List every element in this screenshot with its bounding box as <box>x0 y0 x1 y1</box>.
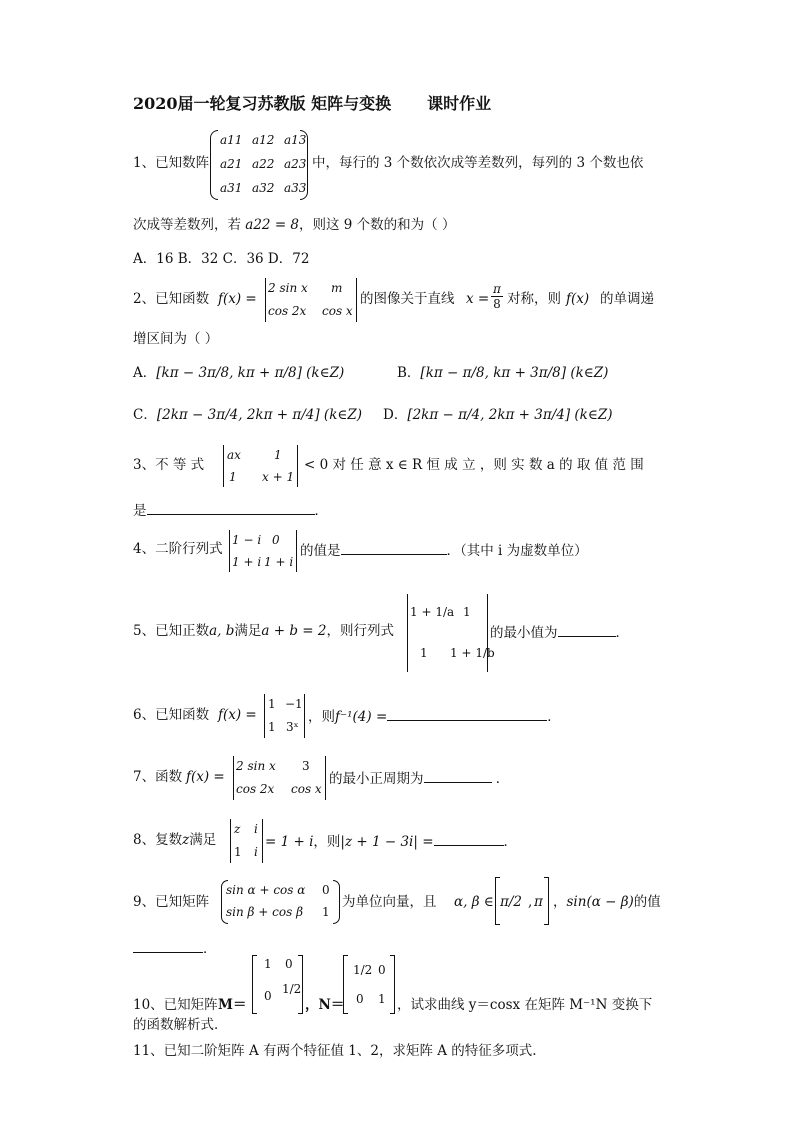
q10-N: ，N＝ <box>305 997 345 1013</box>
q2-option-c <box>133 406 362 424</box>
q8-line <box>133 831 216 849</box>
q2-det-cell: cos 2x <box>268 304 307 318</box>
q2-mid: 的图像关于直线 <box>360 291 455 307</box>
q3-det-cell: 1 <box>274 448 282 462</box>
q9-mid2: ， <box>553 894 567 910</box>
q8-det-right-bar <box>262 819 263 863</box>
q7-det-cell: cos 2x <box>236 782 275 796</box>
q5-mid: 满足 <box>234 623 262 639</box>
q2-det-cell: cos x <box>322 304 353 318</box>
q6-det-left-bar <box>264 694 265 738</box>
q8-mid2: ，则 <box>313 834 341 850</box>
q4-mid-wrap <box>300 540 588 560</box>
q8-mid: 满足 <box>189 832 217 848</box>
q9-line2: ． <box>133 938 217 958</box>
q10-suffix: ，试求曲线 y＝cosx 在矩阵 M⁻¹N 变换下 <box>397 997 653 1013</box>
q1-line2 <box>133 216 455 234</box>
q5-det-right-bar <box>487 594 488 672</box>
q10-M-cell: 0 <box>264 989 272 1003</box>
q8-prefix: 8、复数 <box>133 832 183 848</box>
q6-fx: f(x) = <box>218 707 257 723</box>
q4-det-cell: 1 − i <box>232 533 262 547</box>
q2-fx2: f(x) <box>566 291 590 307</box>
q8-det-cell: i <box>254 845 258 859</box>
q1-cell: a13 <box>284 133 307 147</box>
q1-cell: a22 <box>252 157 275 171</box>
q4-det-left-bar <box>229 530 230 572</box>
q5-det-left-bar <box>407 594 408 672</box>
q5-det-cell: 1 <box>420 646 428 660</box>
q2-prefix: 2、已知函数 <box>133 291 210 307</box>
q6-answer-blank[interactable] <box>387 706 547 721</box>
q3-det-cell: ax <box>227 448 241 462</box>
q2-line: x = <box>466 291 490 307</box>
q8-rest: = 1 + i，则|z + 1 − 3i| = ． <box>265 831 517 851</box>
q2-option-b-text: [kπ − π/8, kπ + 3π/8] (k∈Z) <box>420 365 609 381</box>
q9-interval-right-bracket <box>544 877 549 925</box>
q1-cell: a23 <box>284 157 307 171</box>
q2-option-d <box>383 406 613 424</box>
q5-mid2: ，则行列式 <box>326 623 394 639</box>
q9-answer-blank[interactable] <box>133 938 203 953</box>
q3-answer-blank[interactable] <box>147 500 315 515</box>
q4-det-right-bar <box>296 530 297 572</box>
q2-option-b <box>397 364 608 382</box>
q8-det-cell: z <box>234 822 241 836</box>
q10-N-cell: 1 <box>378 992 386 1006</box>
q6-mid: ，则 <box>308 709 335 725</box>
q5-answer-blank[interactable] <box>558 622 616 637</box>
q9-right-paren <box>333 880 340 924</box>
q2-det-cell: 2 sin x <box>268 281 308 295</box>
q4-det-cell: 0 <box>272 533 280 547</box>
q8-det-cell: i <box>254 822 258 836</box>
q4-answer-blank[interactable] <box>341 540 447 555</box>
q2-fx: f(x) = <box>218 291 257 307</box>
q2-option-c-label: C． <box>133 407 157 423</box>
q6-rest: ，则f⁻¹(4) = ． <box>308 706 561 726</box>
q9-interval-b: π <box>534 894 543 910</box>
q9-cond: α, β ∈ <box>454 894 494 910</box>
q6-det-cell: 1 <box>268 720 276 734</box>
q8-eq: = 1 + i <box>265 834 314 850</box>
q2-suffix2: 的单调递 <box>600 291 654 307</box>
q5-vars: a, b <box>209 623 235 639</box>
q10-M-cell: 0 <box>285 957 293 971</box>
q7-fx: f(x) = <box>186 769 225 785</box>
q1-cell: a21 <box>220 157 243 171</box>
q4-det-cell: 1 + i <box>232 555 262 569</box>
title-sub: 课时作业 <box>427 94 492 113</box>
q7-det-cell: cos x <box>291 782 322 796</box>
q7-det-left-bar <box>233 756 234 800</box>
q10-prefix: 10、已知矩阵 <box>133 997 218 1013</box>
q7-det-cell: 2 sin x <box>236 759 276 773</box>
q9-interval-a: π/2 <box>500 894 523 910</box>
q1-cell: a12 <box>252 133 275 147</box>
q9-rest <box>553 893 661 911</box>
q10-N-cell: 1/2 <box>353 963 373 977</box>
q8-det-cell: 1 <box>234 845 242 859</box>
q3-prefix: 3、不 等 式 <box>133 457 205 473</box>
q1-suffix: 中，每行的 3 个数依次成等差数列，每列的 3 个数也依 <box>312 155 644 171</box>
q3-suffix: < 0 对 任 意 x ∈ R 恒 成 立 ，则 实 数 a 的 取 值 范 围 <box>304 457 644 473</box>
q5-suffix: 的最小值为 <box>490 625 558 641</box>
q5-line <box>133 622 394 640</box>
q1-line2-a: 次成等差数列，若 <box>133 217 241 233</box>
q3-line2: 是 ． <box>133 500 328 520</box>
q4-prefix: 4、二阶行列式 <box>133 541 223 557</box>
q5-det-cell: 1 + 1/b <box>450 646 495 660</box>
q1-options: A．16 B．32 C．36 D．72 <box>133 251 310 267</box>
q3-det-right-bar <box>297 445 298 487</box>
q2-det-right-bar <box>356 278 357 322</box>
q1-line2-b: ，则这 9 个数的和为（ ） <box>299 217 456 233</box>
q7-det-right-bar <box>325 756 326 800</box>
q5-det-cell: 1 + 1/a <box>410 605 455 619</box>
q9-expr: sin(α − β) <box>566 894 634 910</box>
title-main: 2020届一轮复习苏教版 矩阵与变换 <box>133 94 392 113</box>
q6-prefix: 6、已知函数 <box>133 707 210 723</box>
q10-N-left-bracket <box>343 955 348 1014</box>
q1-cell: a31 <box>220 181 243 195</box>
q8-var: z <box>182 832 190 848</box>
q4-mid: 的值是 <box>300 543 341 559</box>
q9-prefix: 9、已知矩阵 <box>133 894 210 910</box>
q7-rest: 的最小正周期为 ． <box>329 768 509 788</box>
q9-suffix: 的值 <box>633 894 661 910</box>
q2-option-b-label: B． <box>397 365 421 381</box>
q6-det-cell: −1 <box>285 697 303 711</box>
q3-det-left-bar <box>223 445 224 487</box>
q10-line2: 的函数解析式． <box>133 1017 228 1033</box>
q1-cell: a32 <box>252 181 275 195</box>
q8-expr: |z + 1 − 3i| = <box>340 834 434 850</box>
q9-interval-comma: , <box>528 894 533 910</box>
q4-det-cell: 1 + i <box>264 555 294 569</box>
q2-option-a-label: A． <box>133 365 157 381</box>
q2-det-cell: m <box>331 281 343 295</box>
q10-N-right-bracket <box>390 955 395 1014</box>
q2-option-a <box>133 364 344 382</box>
q5-cond: a + b = 2 <box>261 623 327 639</box>
q10-N-cell: 0 <box>356 992 364 1006</box>
q2-suffix: 对称，则 <box>507 291 561 307</box>
q10-M-left-bracket <box>252 955 257 1014</box>
q7-answer-blank[interactable] <box>424 768 492 783</box>
q2-frac <box>491 282 503 311</box>
q9-mid: 为单位向量，且 <box>342 894 437 910</box>
q2-line2: 增区间为（ ） <box>133 331 219 347</box>
q4-suffix: ．（其中 i 为虚数单位） <box>446 543 588 559</box>
q9-cell: 0 <box>322 883 330 897</box>
q1-left-paren <box>210 130 218 200</box>
q6-det-cell: 1 <box>268 697 276 711</box>
q1-cell: a11 <box>220 133 243 147</box>
q7-prefix: 7、函数 <box>133 769 183 785</box>
q6-det-cell: 3ˣ <box>286 720 299 734</box>
q5-prefix: 5、已知正数 <box>133 623 210 639</box>
q1-cell: a33 <box>284 181 307 195</box>
q9-cell: sin α + cos α <box>226 883 306 897</box>
q1-prefix: 1、已知数阵 <box>133 155 210 171</box>
q5-suffix-wrap: 的最小值为 ． <box>490 622 629 642</box>
page-title <box>133 91 491 114</box>
q2-det-left-bar <box>265 278 266 322</box>
q2-option-a-text: [kπ − 3π/8, kπ + π/8] (k∈Z) <box>156 365 345 381</box>
q3-line2-text: 是 <box>133 503 147 519</box>
q11-text: 11、已知二阶矩阵 A 有两个特征值 1、2，求矩阵 A 的特征多项式. <box>133 1043 537 1059</box>
q2-option-d-text: [2kπ − π/4, 2kπ + 3π/4] (k∈Z) <box>407 407 613 423</box>
q6-det-right-bar <box>304 694 305 738</box>
q2-frac-den: 8 <box>493 297 501 311</box>
q2-option-d-label: D． <box>383 407 408 423</box>
q8-det-left-bar <box>230 819 231 863</box>
q10-N-cell: 0 <box>378 963 386 977</box>
q5-det-cell: 1 <box>463 605 471 619</box>
q3-det-cell: 1 <box>229 470 237 484</box>
q10-M: M＝ <box>218 997 247 1013</box>
q10-M-cell: 1/2 <box>282 982 302 996</box>
q2-option-c-text: [2kπ − 3π/4, 2kπ + π/4] (k∈Z) <box>156 407 363 423</box>
q2-frac-num: π <box>491 282 503 297</box>
q9-cell: 1 <box>322 905 330 919</box>
q6-inverse: f⁻¹(4) = <box>335 709 388 725</box>
q8-answer-blank[interactable] <box>434 831 504 846</box>
q7-det-cell: 3 <box>302 759 310 773</box>
q1-condition: a22 = 8 <box>245 217 300 233</box>
q10-M-cell: 1 <box>264 957 272 971</box>
q3-det-cell: x + 1 <box>262 470 295 484</box>
q9-cell: sin β + cos β <box>226 905 304 919</box>
q7-suffix: 的最小正周期为 <box>329 771 424 787</box>
